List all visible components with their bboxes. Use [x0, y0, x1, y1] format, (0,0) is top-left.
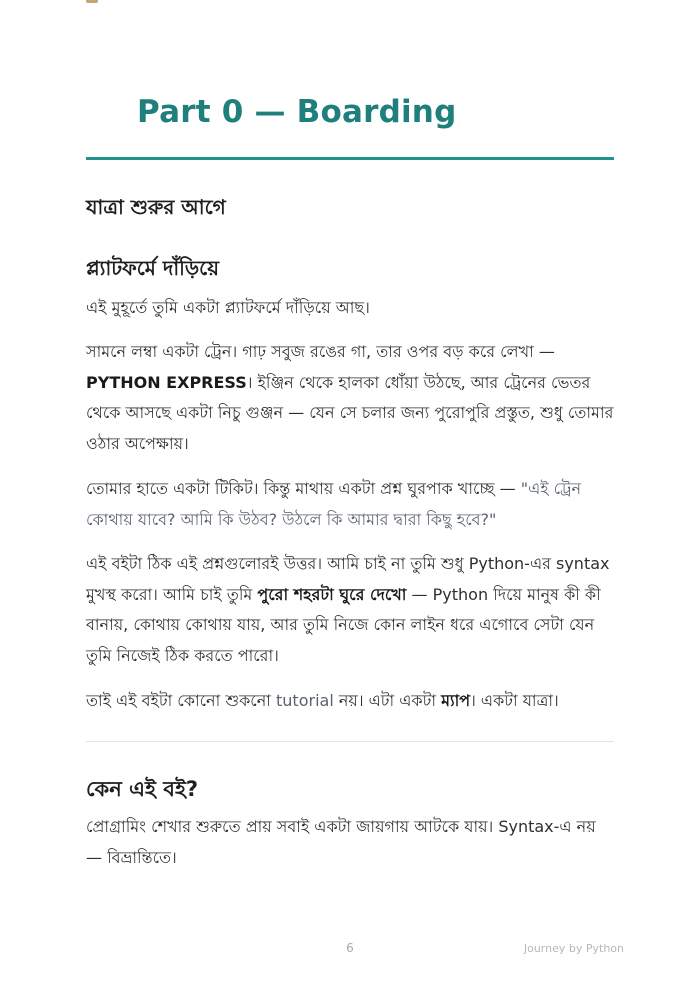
- paragraph-train-text-start: সামনে লম্বা একটা ট্রেন। গাঢ় সবুজ রঙের গা, তার ওপর বড় করে লেখা —: [86, 342, 555, 361]
- section-heading-start: যাত্রা শুরুর আগে: [86, 195, 226, 219]
- paragraph-map-text-end: । একটা যাত্রা।: [470, 691, 559, 710]
- paragraph-train-text-end: । ইঞ্জিন থেকে হালকা ধোঁয়া উঠছে, আর ট্রেনের ভেতর থেকে আসছে একটা নিচু গুঞ্জন — যেন সে চলার জন্য পুরোপুরি প্রস্তুত, শুধু তোমার ওঠার অপেক্ষায়।: [86, 372, 614, 453]
- paragraph-map-text-middle: নয়। এটা একটা: [333, 691, 442, 710]
- paragraph-purpose-text-start: এই বইটা ঠিক এই প্রশ্নগুলোরই উত্তর। আমি চাই না তুমি শুধু Python-এর syntax মুখস্থ করো। আমি চাই তুমি: [86, 554, 610, 604]
- subheading-platform: প্ল্যাটফর্মে দাঁড়িয়ে: [86, 256, 219, 280]
- corner-bookmark-mark: [86, 0, 98, 3]
- paragraph-map-text-start: তাই এই বইটা কোনো শুকনো: [86, 691, 277, 710]
- section-divider: [86, 741, 614, 742]
- paragraph-ticket: [86, 474, 614, 535]
- tutorial-word: tutorial: [276, 691, 334, 710]
- tour-city-emphasis: পুরো শহরটা ঘুরে দেখো: [257, 584, 407, 604]
- title-underline-rule: [86, 157, 614, 160]
- paragraph-train: [86, 337, 614, 459]
- part-title: Part 0 — Boarding: [137, 94, 457, 130]
- paragraph-ticket-quote: "এই ট্রেন কোথায় যাবে? আমি কি উঠব? উঠলে কি আমার দ্বারা কিছু হবে?": [86, 479, 582, 529]
- paragraph-purpose: [86, 549, 614, 671]
- page-number: 6: [346, 941, 354, 955]
- paragraph-map: [86, 686, 614, 717]
- paragraph-why: প্রোগ্রামিং শেখার শুরুতে প্রায় সবাই একটা জায়গায় আটকে যায়। Syntax-এ নয় — বিভ্রান্তিতে।: [86, 817, 596, 867]
- section-heading-why: কেন এই বই?: [86, 777, 199, 801]
- paragraph-intro: এই মুহূর্তে তুমি একটা প্ল্যাটফর্মে দাঁড়িয়ে আছ।: [86, 298, 370, 317]
- map-emphasis: ম্যাপ: [441, 691, 471, 710]
- footer-book-title: Journey by Python: [523, 942, 624, 955]
- paragraph-purpose-text-end: — Python দিয়ে মানুষ কী কী বানায়, কোথায় কোথায় যায়, আর তুমি নিজে কোন লাইন ধরে এগোবে সেটা যেন তুমি নিজেই ঠিক করতে পারো।: [86, 584, 601, 665]
- python-express-label: PYTHON EXPRESS: [86, 372, 247, 392]
- paragraph-ticket-text: তোমার হাতে একটা টিকিট। কিন্তু মাথায় একটা প্রশ্ন ঘুরপাক খাচ্ছে —: [86, 479, 521, 498]
